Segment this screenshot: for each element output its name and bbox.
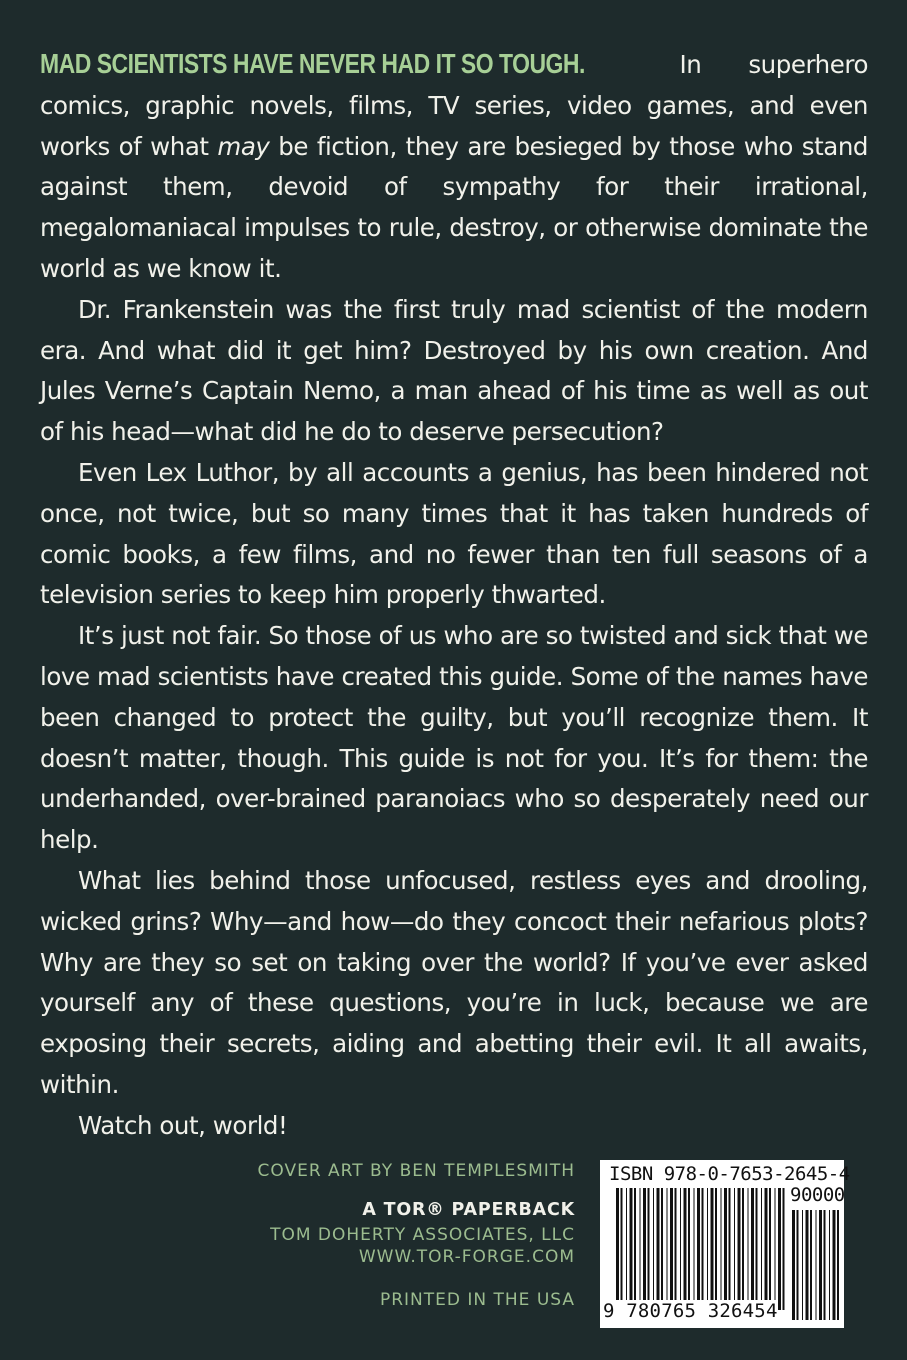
barcode-bar <box>819 1210 822 1320</box>
barcode-bar <box>634 1188 636 1310</box>
barcode-bar <box>711 1188 714 1310</box>
barcode-bar <box>797 1210 799 1320</box>
barcode-bar <box>833 1210 836 1320</box>
back-cover-blurb <box>40 44 868 1147</box>
barcode-bar <box>810 1210 812 1320</box>
blurb-paragraph-4: It’s just not fair. So those of us who are so twisted and sick that we love mad scientists have created this guide. Some of the names have been changed to protect the guilty, but you’ll recognize them. It doesn’t matter, though. This guide is not for you. It’s for them: the underhanded, over-brained paranoiacs who so desperately need our help. <box>40 621 868 855</box>
barcode-bar <box>653 1188 654 1310</box>
price-code: 90000 <box>790 1184 845 1206</box>
barcode-bar <box>816 1210 817 1320</box>
barcode-bar <box>802 1210 803 1320</box>
barcode-bar <box>688 1188 690 1310</box>
blurb-paragraph-2: Dr. Frankenstein was the first truly mad scientist of the modern era. And what did it get him? Destroyed by his own creation. And Jules Verne’s Captain Nemo, a man ahead of his time as well as out of his head—what did he do to deserve persecution? <box>40 294 868 447</box>
barcode-bar <box>715 1188 717 1310</box>
barcode-bar <box>643 1188 646 1310</box>
barcode-bar <box>640 1188 641 1310</box>
barcode-bar <box>738 1188 741 1310</box>
blurb-p1-text-a: In superhero comics, graphic novels, films, TV series, video games, and even works of what <box>40 50 868 161</box>
printed-in-label: PRINTED IN THE USA <box>379 1290 575 1310</box>
barcode-bar <box>621 1188 623 1310</box>
barcode-bar <box>697 1188 700 1310</box>
ean-digits: 9 780765 326454 <box>603 1300 778 1322</box>
blurb-lead-headline: MAD SCIENTISTS HAVE NEVER HAD IT SO TOUGH. <box>40 48 585 79</box>
publisher-website: WWW.TOR-FORGE.COM <box>358 1247 575 1267</box>
isbn-barcode-block <box>600 1160 850 1328</box>
imprint-label: A TOR® PAPERBACK <box>362 1200 575 1220</box>
barcode-bar <box>756 1188 758 1310</box>
barcode-bar <box>837 1210 839 1320</box>
barcode-bar <box>680 1188 681 1310</box>
barcode-bar <box>724 1188 727 1310</box>
publisher-name: TOM DOHERTY ASSOCIATES, LLC <box>270 1225 575 1245</box>
barcode-bar <box>734 1188 735 1310</box>
barcode-bar <box>769 1188 771 1310</box>
cover-art-credit: COVER ART BY BEN TEMPLESMITH <box>257 1161 575 1181</box>
barcode-bar <box>630 1188 633 1310</box>
barcode-bar <box>661 1188 663 1310</box>
barcode-bar <box>806 1210 809 1320</box>
barcode-bar <box>707 1188 708 1310</box>
barcode-bar <box>657 1188 660 1310</box>
barcode-bar <box>684 1188 687 1310</box>
blurb-paragraph-3: Even Lex Luthor, by all accounts a genius, has been hindered not once, not twice, but so many times that it has taken hundreds of comic books, a few films, and no fewer than ten full seasons of a television series to keep him properly thwarted. <box>40 457 868 610</box>
barcode-bar <box>616 1188 619 1310</box>
barcode-bar <box>775 1188 776 1310</box>
barcode-bar <box>778 1188 781 1310</box>
barcode-bar <box>824 1210 826 1320</box>
blurb-p1-text-b: be fiction, they are besieged by those who stand against them, devoid of sympathy for their irrational, megalomaniacal impulses to rule, destroy, or otherwise dominate the world as we know it. <box>40 131 868 283</box>
barcode-bar <box>765 1188 768 1310</box>
blurb-p1-emphasis: may <box>217 131 270 161</box>
barcode-bar <box>783 1188 785 1310</box>
barcode-bar <box>626 1188 627 1310</box>
barcode-bar <box>829 1210 830 1320</box>
barcode-bar <box>729 1188 731 1310</box>
blurb-paragraph-1 <box>40 44 868 290</box>
blurb-paragraph-6: Watch out, world! <box>78 1110 288 1140</box>
barcode-bar <box>761 1188 762 1310</box>
isbn-number: ISBN 978-0-7653-2645-4 <box>609 1163 850 1185</box>
barcode-bar <box>670 1188 673 1310</box>
barcode-bar <box>751 1188 754 1310</box>
publisher-credits <box>258 1160 575 1311</box>
barcode-bar <box>648 1188 650 1310</box>
barcode-bar <box>748 1188 749 1310</box>
barcode-bar <box>694 1188 695 1310</box>
barcode-bar <box>675 1188 677 1310</box>
blurb-paragraph-5: What lies behind those unfocused, restless eyes and drooling, wicked grins? Why—and how—do they concoct their nefarious plots? Why are they so set on taking over the world? If you’ve ever asked yourself any of these questions, you’re in luck, because we are exposing their secrets, aiding and abetting their evil. It all awaits, within. <box>40 865 868 1099</box>
barcode-bar <box>742 1188 744 1310</box>
barcode-bar <box>721 1188 722 1310</box>
barcode-bar <box>792 1210 795 1320</box>
barcode-bar <box>667 1188 668 1310</box>
barcode-bar <box>702 1188 704 1310</box>
